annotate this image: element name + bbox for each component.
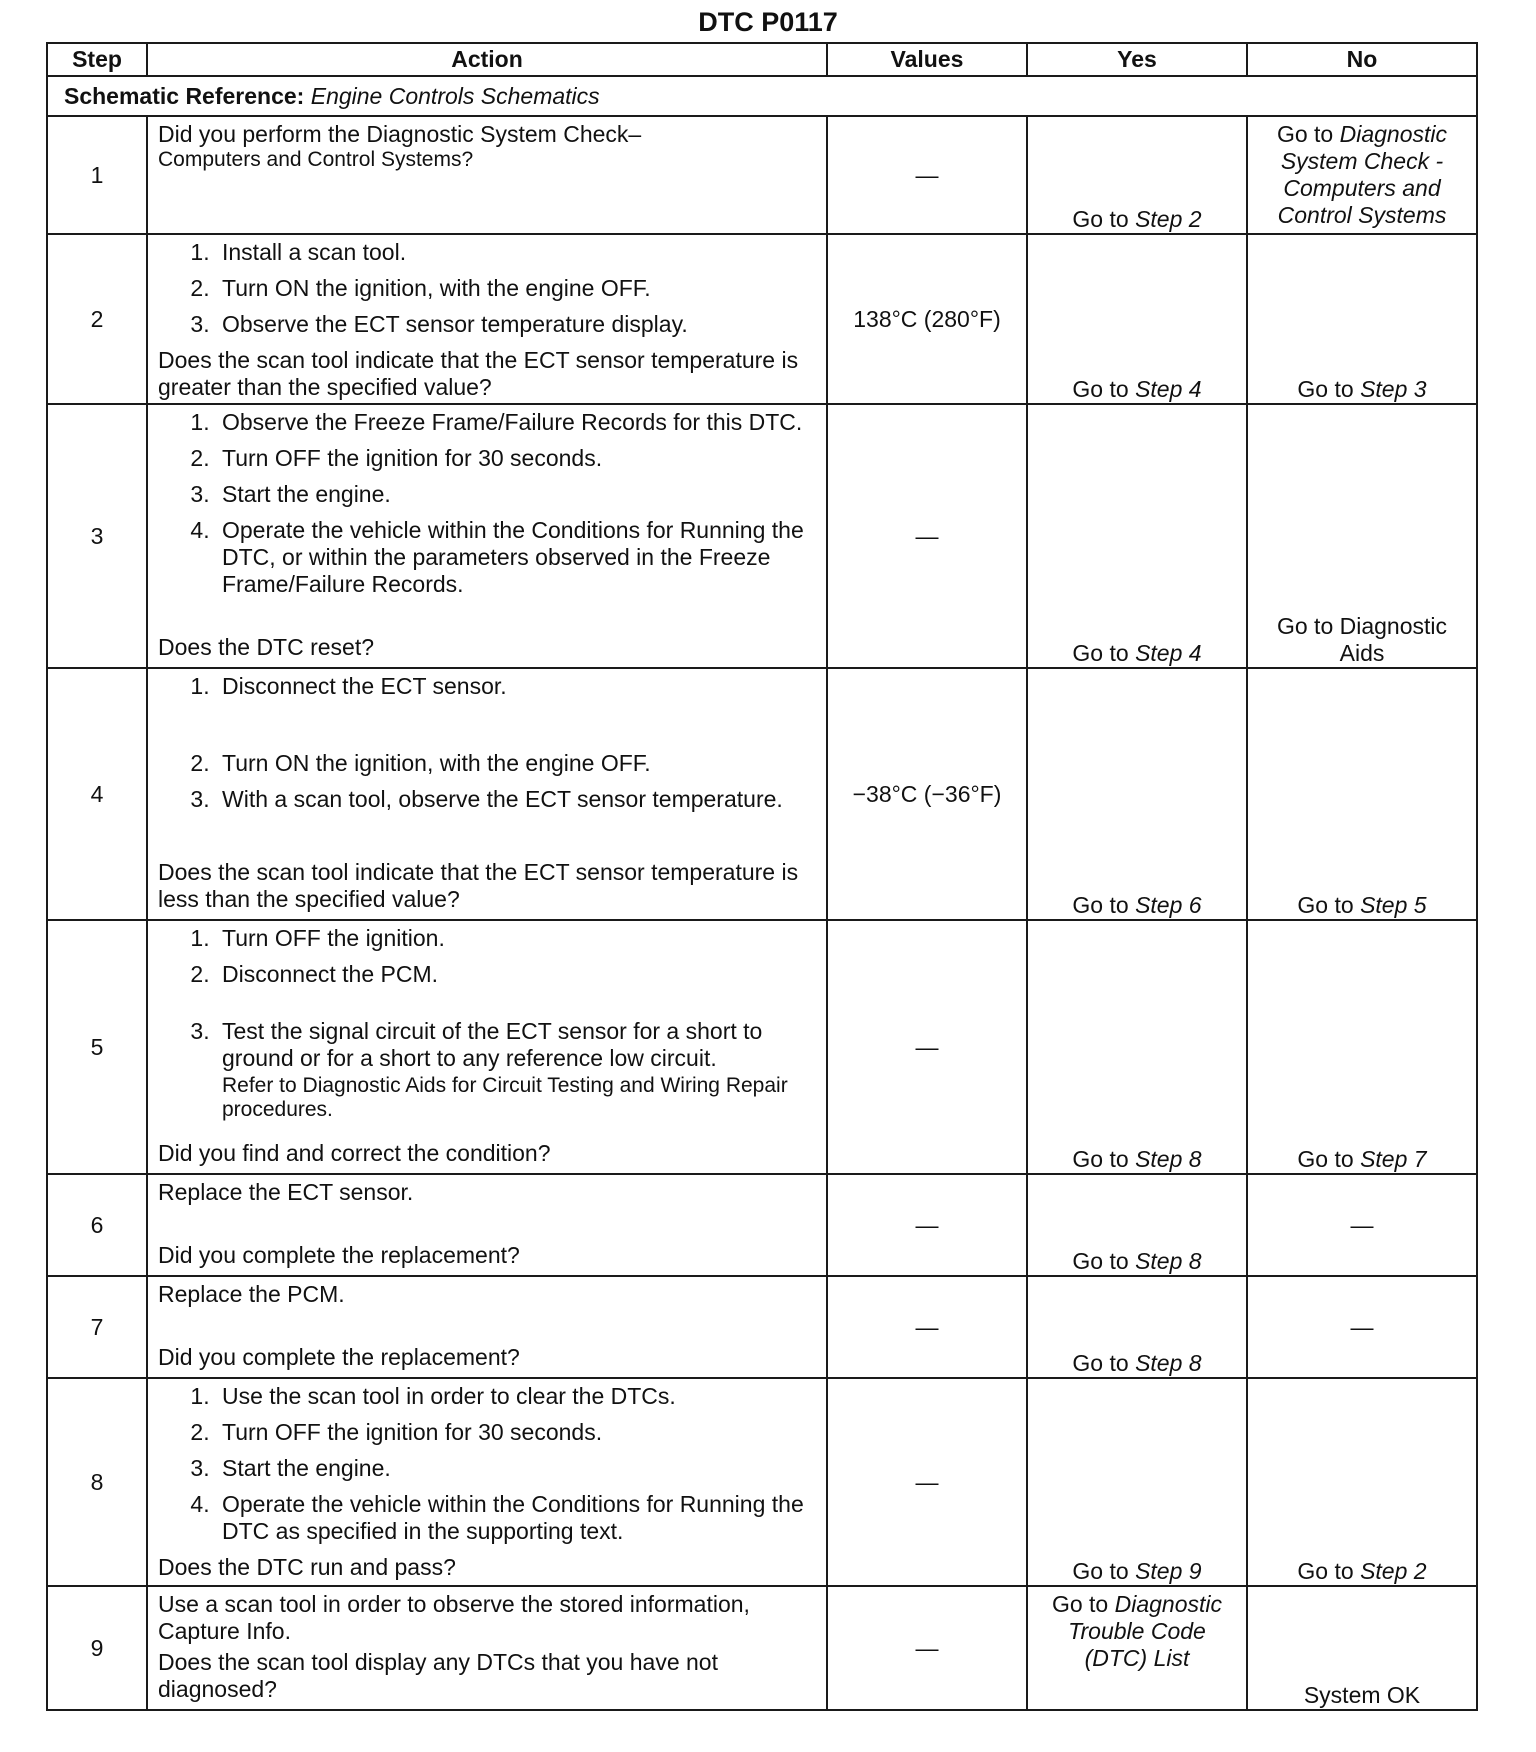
yes-link[interactable]: Step 8 — [1135, 1350, 1202, 1377]
question-text: Does the scan tool display any DTCs that you have not diagnosed? — [158, 1649, 718, 1703]
step-number: 3 — [47, 404, 147, 668]
table-row — [47, 234, 1477, 404]
value-cell: — — [827, 116, 1027, 234]
question-text: Did you complete the replacement? — [158, 1344, 520, 1371]
yes-cell — [1027, 668, 1247, 920]
yes-cell — [1027, 234, 1247, 404]
question-text-continued: Computers and Control Systems? — [158, 147, 474, 171]
action-cell — [147, 668, 827, 920]
header-yes: Yes — [1027, 43, 1247, 76]
list-item: 2. Turn OFF the ignition for 30 seconds. — [216, 1419, 816, 1446]
list-item: 3. Start the engine. — [216, 481, 816, 508]
yes-prefix: Go to — [1072, 376, 1136, 403]
step-number: 1 — [47, 116, 147, 234]
action-text: Replace the PCM. — [158, 1281, 345, 1307]
list-item-text: Test the signal circuit of the ECT sensor for a short to ground or for a short to any reference low circuit. — [222, 1017, 763, 1071]
action-cell — [147, 1174, 827, 1276]
value-cell: — — [827, 1378, 1027, 1586]
yes-cell — [1027, 920, 1247, 1174]
list-item: 3. With a scan tool, observe the ECT sensor temperature. — [216, 786, 816, 813]
no-link[interactable]: Step 2 — [1360, 1558, 1427, 1585]
table-row — [47, 1586, 1477, 1710]
table-row — [47, 920, 1477, 1174]
yes-cell — [1027, 1174, 1247, 1276]
value-cell: 138°C (280°F) — [827, 234, 1027, 404]
yes-link[interactable]: Step 6 — [1135, 892, 1202, 919]
list-item: 4. Operate the vehicle within the Conditions for Running the DTC, or within the parameters observed in the Freeze Frame/Failure Records. — [216, 517, 816, 598]
list-item: 2. Turn ON the ignition, with the engine OFF. — [216, 275, 816, 302]
no-prefix: Go to — [1276, 121, 1340, 147]
action-cell — [147, 404, 827, 668]
list-item: 2. Turn OFF the ignition for 30 seconds. — [216, 445, 816, 472]
no-link[interactable]: Diagnostic System Check - Computers and Control Systems — [1277, 121, 1448, 228]
header-action: Action — [147, 43, 827, 76]
list-item: 1. Use the scan tool in order to clear the DTCs. — [216, 1383, 816, 1410]
question-text: Does the scan tool indicate that the ECT sensor temperature is less than the specified value? — [158, 859, 799, 913]
diagnostic-table — [46, 42, 1478, 1711]
question-text: Does the scan tool indicate that the ECT sensor temperature is greater than the specified value? — [158, 346, 799, 400]
step-number: 4 — [47, 668, 147, 920]
no-prefix: Go to — [1297, 376, 1361, 403]
no-prefix: Go to — [1297, 1146, 1361, 1173]
yes-prefix: Go to — [1072, 640, 1136, 667]
yes-link[interactable]: Diagnostic Trouble Code (DTC) List — [1068, 1591, 1223, 1671]
list-item: 1. Turn OFF the ignition. — [216, 925, 816, 952]
no-cell: System OK — [1247, 1586, 1477, 1710]
yes-link[interactable]: Step 9 — [1135, 1558, 1202, 1585]
list-item: 2. Disconnect the PCM. — [216, 961, 816, 988]
value-cell: — — [827, 1276, 1027, 1378]
value-cell: −38°C (−36°F) — [827, 668, 1027, 920]
list-item: 2. Turn ON the ignition, with the engine OFF. — [216, 750, 816, 777]
header-step: Step — [47, 43, 147, 76]
step-number: 8 — [47, 1378, 147, 1586]
yes-cell — [1027, 1276, 1247, 1378]
table-row — [47, 1174, 1477, 1276]
schematic-reference — [47, 76, 1477, 116]
value-cell: — — [827, 1586, 1027, 1710]
step-number: 6 — [47, 1174, 147, 1276]
list-item: 3. Observe the ECT sensor temperature display. — [216, 311, 816, 338]
no-link[interactable]: Step 5 — [1360, 892, 1427, 919]
yes-prefix: Go to — [1072, 1248, 1136, 1275]
yes-cell — [1027, 116, 1247, 234]
value-cell: — — [827, 1174, 1027, 1276]
no-cell — [1247, 116, 1477, 234]
yes-prefix: Go to — [1051, 1591, 1115, 1617]
no-cell — [1247, 1378, 1477, 1586]
action-text: Replace the ECT sensor. — [158, 1179, 414, 1205]
question-text: Did you complete the replacement? — [158, 1242, 520, 1269]
yes-prefix: Go to — [1072, 1146, 1136, 1173]
action-cell — [147, 1378, 827, 1586]
action-list — [158, 925, 816, 1123]
action-cell — [147, 920, 827, 1174]
no-cell — [1247, 668, 1477, 920]
action-list — [158, 239, 816, 347]
reference-note: Refer to Diagnostic Aids for Circuit Testing and Wiring Repair procedures. — [222, 1073, 788, 1122]
yes-cell — [1027, 1586, 1247, 1710]
table-row — [47, 668, 1477, 920]
schematic-link[interactable]: Engine Controls Schematics — [310, 82, 600, 109]
yes-prefix: Go to — [1072, 1558, 1136, 1585]
document-title: DTC P0117 — [698, 7, 838, 37]
header-no: No — [1247, 43, 1477, 76]
step-number: 7 — [47, 1276, 147, 1378]
no-cell — [1247, 234, 1477, 404]
header-values: Values — [827, 43, 1027, 76]
list-item: 1. Observe the Freeze Frame/Failure Records for this DTC. — [216, 409, 816, 436]
value-cell: — — [827, 404, 1027, 668]
schematic-reference-row — [47, 76, 1477, 116]
action-cell — [147, 1586, 827, 1710]
list-item — [216, 1018, 816, 1123]
step-number: 2 — [47, 234, 147, 404]
table-row — [47, 1378, 1477, 1586]
yes-link[interactable]: Step 2 — [1135, 206, 1202, 233]
header-row — [47, 43, 1477, 76]
question-text: Does the DTC reset? — [158, 634, 375, 661]
table-row — [47, 1276, 1477, 1378]
action-text: Use a scan tool in order to observe the stored information, Capture Info. — [158, 1591, 750, 1644]
yes-link[interactable]: Step 4 — [1135, 376, 1202, 403]
yes-cell — [1027, 1378, 1247, 1586]
schematic-label: Schematic Reference: — [64, 82, 305, 109]
value-cell: — — [827, 920, 1027, 1174]
question-text: Does the DTC run and pass? — [158, 1553, 456, 1580]
yes-prefix: Go to — [1072, 892, 1136, 919]
list-item: 3. Start the engine. — [216, 1455, 816, 1482]
action-list — [158, 409, 816, 606]
question-text: Did you perform the Diagnostic System Check– — [158, 121, 642, 147]
yes-link[interactable]: Step 8 — [1135, 1146, 1202, 1173]
list-item: 4. Operate the vehicle within the Conditions for Running the DTC as specified in the supporting text. — [216, 1491, 816, 1545]
no-cell — [1247, 404, 1477, 668]
no-link[interactable]: Step 3 — [1360, 376, 1427, 403]
step-number: 5 — [47, 920, 147, 1174]
table-row — [47, 116, 1477, 234]
action-list — [158, 1383, 816, 1554]
no-prefix: Go to — [1297, 892, 1361, 919]
yes-cell — [1027, 404, 1247, 668]
list-item: 1. Install a scan tool. — [216, 239, 816, 266]
action-list — [158, 673, 816, 822]
step-number: 9 — [47, 1586, 147, 1710]
question-text: Did you find and correct the condition? — [158, 1140, 551, 1167]
no-link[interactable]: Go to Diagnostic Aids — [1276, 613, 1448, 667]
yes-prefix: Go to — [1072, 1350, 1136, 1377]
table-row — [47, 404, 1477, 668]
action-cell — [147, 116, 827, 234]
no-cell — [1247, 920, 1477, 1174]
no-link[interactable]: Step 7 — [1360, 1146, 1427, 1173]
action-cell — [147, 1276, 827, 1378]
no-prefix: Go to — [1297, 1558, 1361, 1585]
list-item: 1. Disconnect the ECT sensor. — [216, 673, 816, 700]
yes-prefix: Go to — [1072, 206, 1136, 233]
no-cell: — — [1247, 1174, 1477, 1276]
yes-link[interactable]: Step 4 — [1135, 640, 1202, 667]
action-cell — [147, 234, 827, 404]
no-cell: — — [1247, 1276, 1477, 1378]
yes-link[interactable]: Step 8 — [1135, 1248, 1202, 1275]
